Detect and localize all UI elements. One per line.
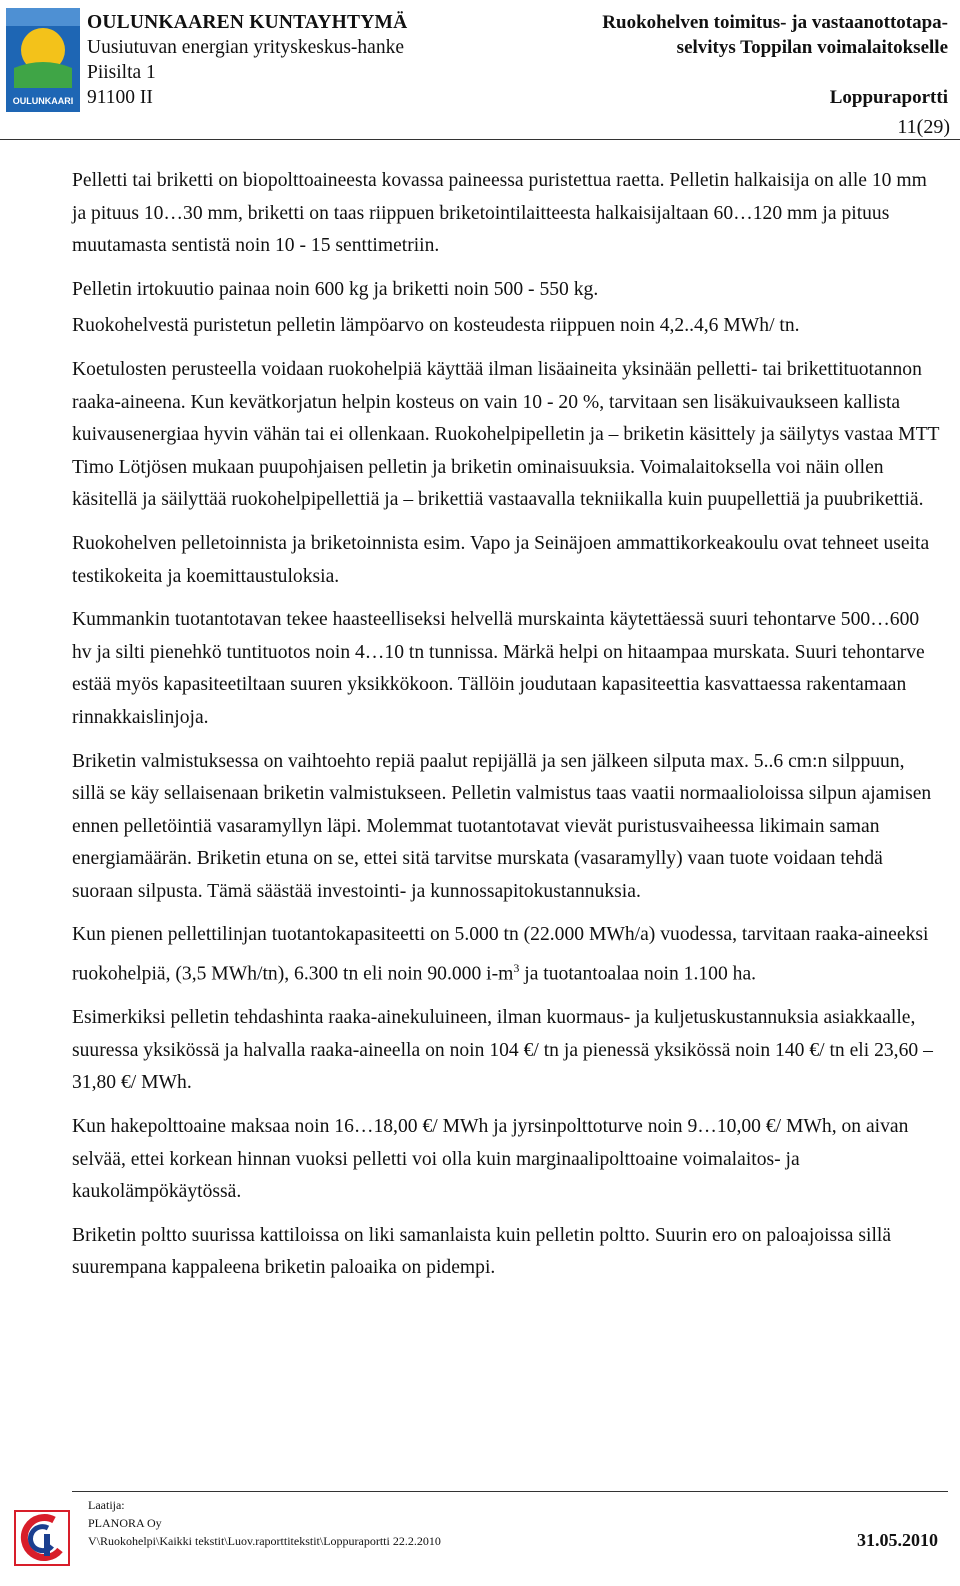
- report-type: Loppuraportti: [829, 87, 948, 108]
- file-path: V\Ruokohelpi\Kaikki tekstit\Luov.raporttitekstit\Loppuraportti 22.2.2010: [88, 1534, 441, 1548]
- document-title-line2: selvitys Toppilan voimalaitokselle: [676, 37, 948, 58]
- document-title-line1: Ruokohelven toimitus- ja vastaanottotapa-: [602, 12, 948, 33]
- footer-author-block: [88, 1496, 441, 1550]
- header-organization-block: [87, 10, 407, 110]
- cubic-superscript: 3: [513, 961, 520, 976]
- page-number: 11(29): [897, 116, 950, 138]
- paragraph-fuel-comparison: Kun hakepolttoaine maksaa noin 16…18,00 €/ MWh ja jyrsinpolttoturve noin 9…10,00 €/ MWh, on aivan selvää, ettei korkean hinnan vuoksi pelletti voi olla kuin marginaalipolttoaine voimalaitos- ja kaukolämpökäytössä.: [72, 1115, 909, 1203]
- project-name: Uusiutuvan energian yrityskeskus-hanke: [87, 37, 404, 58]
- street-address: Piisilta 1: [87, 62, 156, 83]
- document-body: [72, 165, 942, 1296]
- footer-date: 31.05.2010: [857, 1530, 938, 1550]
- organization-name: OULUNKAAREN KUNTAYHTYMÄ: [87, 12, 408, 33]
- logo-text: OULUNKAARI: [12, 96, 74, 106]
- footer-divider: [72, 1491, 948, 1492]
- author-name: PLANORA Oy: [88, 1516, 162, 1530]
- paragraph-factory-price: Esimerkiksi pelletin tehdashinta raaka-ainekuluineen, ilman kuormaus- ja kuljetuskustannuksia asiakkaalle, suuressa yksikössä ja halvalla raaka-aineella on noin 104 €/ tn ja pienessä yksikössä noin 140 €/ tn eli 23,60 – 31,80 €/ MWh.: [72, 1007, 933, 1094]
- paragraph-production-capacity: [72, 919, 942, 991]
- capacity-text: Kun pienen pellettilinjan tuotantokapasiteetti on 5.000 tn (22.000 MWh/a) vuodessa, tarvitaan raaka-aineeksi ruokohelpiä, (3,5 MWh/tn), 6.300 tn eli noin 90.000 i-m: [72, 924, 929, 985]
- paragraph-crushing-power: Kummankin tuotantotavan tekee haasteelliseksi helvellä murskainta käytettäessä suuri tehontarve 500…600 hv ja silti pienehkö tuntituotos noin 4…10 tn tunnissa. Märkä helpi on hitaampaa murskata. Suuri tehontarve estää myös kapasiteetiltaan suuren yksikkökoon. Tällöin joudutaan kapasiteettia kasvattaessa rakentamaan rinnakkaislinjoja.: [72, 609, 925, 728]
- paragraph-pellet-definition: Pelletti tai briketti on biopolttoaineesta kovassa paineessa puristettua raetta. Pelletin halkaisija on alle 10 mm ja pituus 10…30 mm, briketti on taas riippuen briketointilaitteesta halkaisijaltaan 60…120 mm ja pituus muutamasta sentistä noin 10 - 15 senttimetriin.: [72, 170, 927, 257]
- header-title-block: [602, 10, 948, 110]
- oulunkaari-logo: [6, 8, 80, 112]
- header-divider: [0, 139, 960, 140]
- paragraph-heating-value: Ruokohelvestä puristetun pelletin lämpöarvo on kosteudesta riippuen noin 4,2..4,6 MWh/ tn.: [72, 315, 800, 337]
- author-label: Laatija:: [88, 1498, 125, 1512]
- paragraph-test-results: Koetulosten perusteella voidaan ruokohelpiä käyttää ilman lisäaineita yksinään pelletti- tai brikettituotannon raaka-aineena. Kun kevätkorjatun helpin kosteus on vain 10 - 20 %, tarvitaan sen lisäkuivaukseen kallista kuivausenergiaa hyvin vähän tai ei ollenkaan. Ruokohelpipelletin ja – briketin käsittely ja säilytys vastaa MTT Timo Lötjösen mukaan puupohjaisen pelletin ja briketin ominaisuuksia. Voimalaitoksella voi näin ollen käsitellä ja säilyttää ruokohelpipellettiä ja – brikettiä vastaavalla tekniikalla kuin puupellettiä ja puubrikettiä.: [72, 358, 940, 511]
- planora-logo: [14, 1510, 70, 1566]
- paragraph-briquette-combustion: Briketin poltto suurissa kattiloissa on liki samanlaista kuin pelletin poltto. Suurin ero on paloajoissa sillä suurempana kappaleena briketin paloaika on pidempi.: [72, 1224, 892, 1279]
- paragraph-vapo-tests: Ruokohelven pelletoinnista ja briketoinnista esim. Vapo ja Seinäjoen ammattikorkeakoulu ovat tehneet useita testikokeita ja koemittaustuloksia.: [72, 532, 930, 587]
- postal-address: 91100 II: [87, 87, 153, 108]
- capacity-text-end: ja tuotantoalaa noin 1.100 ha.: [519, 963, 757, 985]
- paragraph-briquette-manufacturing: Briketin valmistuksessa on vaihtoehto repiä paalut repijällä ja sen jälkeen silputa max. 5..6 cm:n silppuun, sillä se käy sellaisenaan briketin valmistukseen. Pelletin valmistus taas vaatii normaalioloissa silpun ajamisen ennen pelletöintiä vasaramyllyn läpi. Molemmat tuotantotavat vievät puristusvaiheessa likimain saman energiamäärän. Briketin etuna on se, ettei sitä tarvitse murskata (vasaramylly) vaan tuote voidaan tehdä suoraan silpusta. Tämä säästää investointi- ja kunnossapitokustannuksia.: [72, 750, 932, 902]
- paragraph-bulk-weight: Pelletin irtokuutio painaa noin 600 kg ja briketti noin 500 - 550 kg.: [72, 278, 599, 300]
